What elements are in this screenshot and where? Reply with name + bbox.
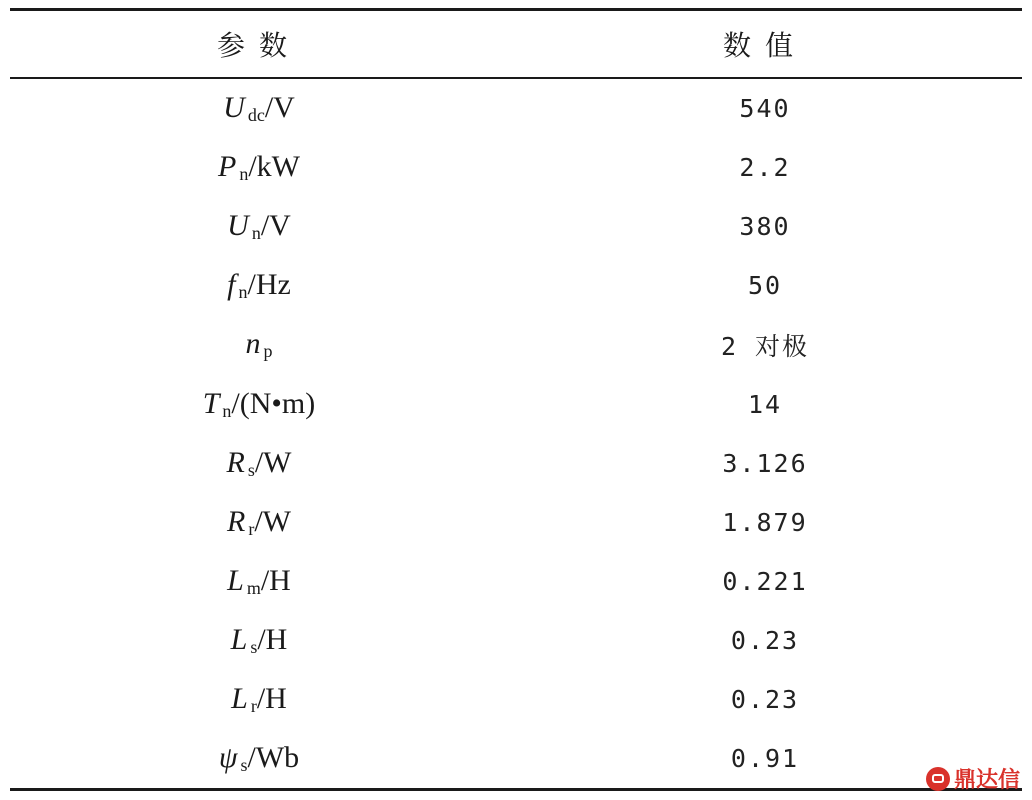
watermark-text: 鼎达信 — [953, 768, 1020, 793]
parameter-cell — [10, 209, 508, 244]
table-row — [10, 79, 1022, 138]
table-row — [10, 729, 1022, 788]
value-text: 3.126 — [722, 448, 808, 478]
value-text: 2 对极 — [720, 331, 810, 361]
value-text: 2.2 — [739, 153, 791, 183]
parameter-unit: /kW — [248, 150, 300, 184]
parameter-subscript: n — [239, 164, 249, 185]
value-text: 1.879 — [722, 507, 808, 537]
parameter-subscript: r — [248, 518, 255, 539]
value-text: 0.91 — [730, 744, 800, 774]
parameter-symbol: ψ — [218, 741, 238, 775]
parameter-subscript: s — [247, 459, 255, 480]
value-cell — [508, 390, 1022, 419]
parameter-cell — [10, 682, 508, 717]
value-cell — [508, 449, 1022, 478]
parameter-unit: /H — [256, 681, 287, 715]
parameter-cell — [10, 91, 508, 126]
table-row — [10, 256, 1022, 315]
value-cell — [508, 153, 1022, 182]
table-row — [10, 197, 1022, 256]
parameter-cell — [10, 387, 508, 422]
parameter-subscript: n — [222, 400, 232, 421]
parameter-cell — [10, 327, 508, 362]
parameter-subscript: p — [263, 341, 273, 362]
parameter-subscript: m — [246, 577, 261, 598]
parameter-symbol: R — [227, 504, 246, 538]
parameter-table — [10, 8, 1022, 791]
parameter-cell — [10, 564, 508, 599]
brand-logo-icon — [926, 767, 950, 791]
parameter-unit: /H — [260, 563, 291, 597]
value-text: 0.23 — [730, 684, 800, 714]
header-value: 数值 — [722, 29, 807, 62]
parameter-unit: /V — [264, 91, 295, 125]
value-cell — [508, 327, 1022, 363]
watermark — [926, 763, 1020, 794]
value-text: 380 — [739, 212, 791, 242]
parameter-unit: /H — [257, 622, 288, 656]
value-text: 0.23 — [730, 625, 800, 655]
value-cell — [508, 567, 1022, 596]
parameter-symbol: n — [245, 327, 261, 361]
value-cell — [508, 271, 1022, 300]
parameter-subscript: n — [238, 282, 248, 303]
parameter-subscript: s — [240, 755, 248, 776]
parameter-symbol: f — [227, 268, 236, 302]
parameter-unit: /(N•m) — [231, 386, 316, 420]
parameter-cell — [10, 446, 508, 481]
table-row — [10, 670, 1022, 729]
value-text: 50 — [747, 271, 783, 301]
value-text: 14 — [747, 389, 783, 419]
parameter-subscript: dc — [247, 105, 265, 126]
table-row — [10, 315, 1022, 374]
parameter-cell — [10, 623, 508, 658]
value-cell — [508, 685, 1022, 714]
table-row — [10, 493, 1022, 552]
table-row — [10, 611, 1022, 670]
parameter-unit: /W — [254, 445, 292, 479]
table-row — [10, 552, 1022, 611]
parameter-symbol: L — [231, 681, 248, 715]
parameter-symbol: L — [227, 563, 244, 597]
table-header-row — [10, 11, 1022, 77]
table-row — [10, 374, 1022, 433]
table-row — [10, 434, 1022, 493]
header-parameter: 参数 — [216, 29, 301, 62]
parameter-cell — [10, 268, 508, 303]
value-text: 0.221 — [722, 566, 808, 596]
value-cell — [508, 212, 1022, 241]
table-bottom-rule — [10, 788, 1022, 791]
parameter-symbol: U — [223, 91, 245, 125]
parameter-subscript: s — [250, 636, 258, 657]
parameter-unit: /V — [260, 209, 291, 243]
parameter-unit: /Wb — [247, 741, 300, 775]
parameter-cell — [10, 505, 508, 540]
parameter-symbol: T — [202, 386, 220, 420]
value-text: 540 — [739, 94, 791, 124]
parameter-symbol: U — [227, 209, 249, 243]
parameter-cell — [10, 741, 508, 776]
parameter-unit: /W — [254, 504, 291, 538]
parameter-cell — [10, 150, 508, 185]
parameter-symbol: L — [230, 622, 248, 656]
value-cell — [508, 626, 1022, 655]
parameter-unit: /Hz — [247, 268, 291, 302]
parameter-subscript: r — [250, 695, 257, 716]
parameter-subscript: n — [251, 223, 261, 244]
value-cell — [508, 508, 1022, 537]
value-cell — [508, 94, 1022, 123]
parameter-symbol: P — [218, 150, 237, 184]
parameter-symbol: R — [226, 445, 245, 479]
table-row — [10, 138, 1022, 197]
